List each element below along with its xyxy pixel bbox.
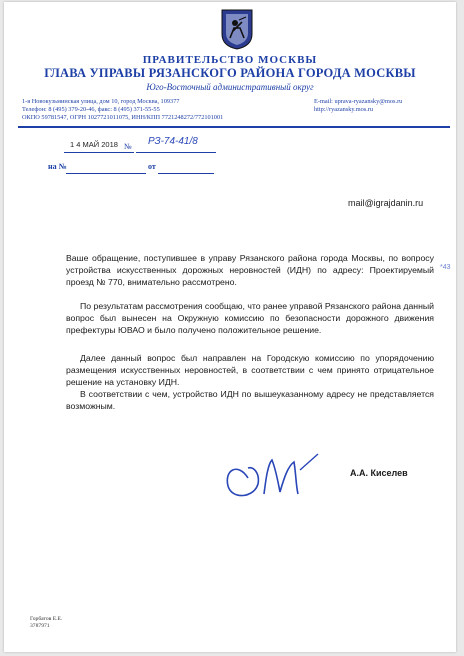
- executor-name: Горбатов Е.Е.: [30, 616, 63, 622]
- website-line: http://ryazansky.mos.ru: [314, 106, 374, 113]
- contact-block-left: [22, 98, 223, 122]
- district-name: Юго-Восточный административный округ: [146, 82, 314, 92]
- paragraph-2: По результатам рассмотрения сообщаю, что ранее управой Рязанского района данный вопрос был вынесен на Окружную комиссию по безопасности дорожного движения префектуры ЮВАО и было получено положительное решение.: [66, 301, 434, 336]
- phone-fax-line: Телефон: 8 (495) 379-20-46, факс: 8 (495) 371-55-55: [22, 106, 160, 113]
- handwritten-signature: [220, 448, 330, 508]
- reply-to-underline: [66, 173, 146, 174]
- address-line: 1-я Новокузьминская улица, дом 10, город Москва, 109377: [22, 98, 180, 105]
- recipient-email: mail@igrajdanin.ru: [348, 198, 424, 208]
- registration-date-stamp: 1 4 МАЙ 2018: [70, 140, 118, 149]
- letterhead-divider: [18, 126, 450, 128]
- from-underline: [158, 173, 214, 174]
- reply-to-label: на №: [48, 162, 67, 171]
- codes-line: ОКПО 59781547, ОГРН 1027721011075, ИНН/КПП 7721248272/772101001: [22, 114, 224, 121]
- executor-phone: 3787971: [30, 623, 50, 629]
- signatory-name: А.А. Киселев: [350, 468, 408, 478]
- email-line: E-mail: uprava-ryazansky@mos.ru: [314, 98, 403, 105]
- margin-mark: *43: [440, 264, 451, 271]
- executor-block: [30, 616, 62, 630]
- date-underline: [64, 152, 134, 153]
- registration-number: РЗ-74-41/8: [148, 136, 198, 147]
- from-label: от: [148, 162, 156, 171]
- government-title: ПРАВИТЕЛЬСТВО МОСКВЫ: [142, 54, 318, 66]
- contact-block-right: [314, 98, 402, 114]
- moscow-coat-of-arms-icon: [220, 8, 254, 50]
- head-title: ГЛАВА УПРАВЫ РЯЗАНСКОГО РАЙОНА ГОРОДА МОСКВЫ: [44, 66, 416, 80]
- paragraph-3: Далее данный вопрос был направлен на Городскую комиссию по упорядочению размещения искусственных неровностей, в соответствии с чем принято отрицательное решение на установку ИДН.: [66, 353, 434, 388]
- number-sign: №: [124, 142, 132, 151]
- document-page: [4, 2, 456, 652]
- paragraph-1: Ваше обращение, поступившее в управу Рязанского района города Москвы, по вопросу устройства искусственных дорожных неровностей (ИДН) по адресу: Проектируемый проезд № 770, внимательно рассмотрено.: [66, 253, 434, 288]
- number-underline: [136, 152, 216, 153]
- paragraph-4: В соответствии с чем, устройство ИДН по вышеуказанному адресу не представляется возможным.: [66, 389, 434, 412]
